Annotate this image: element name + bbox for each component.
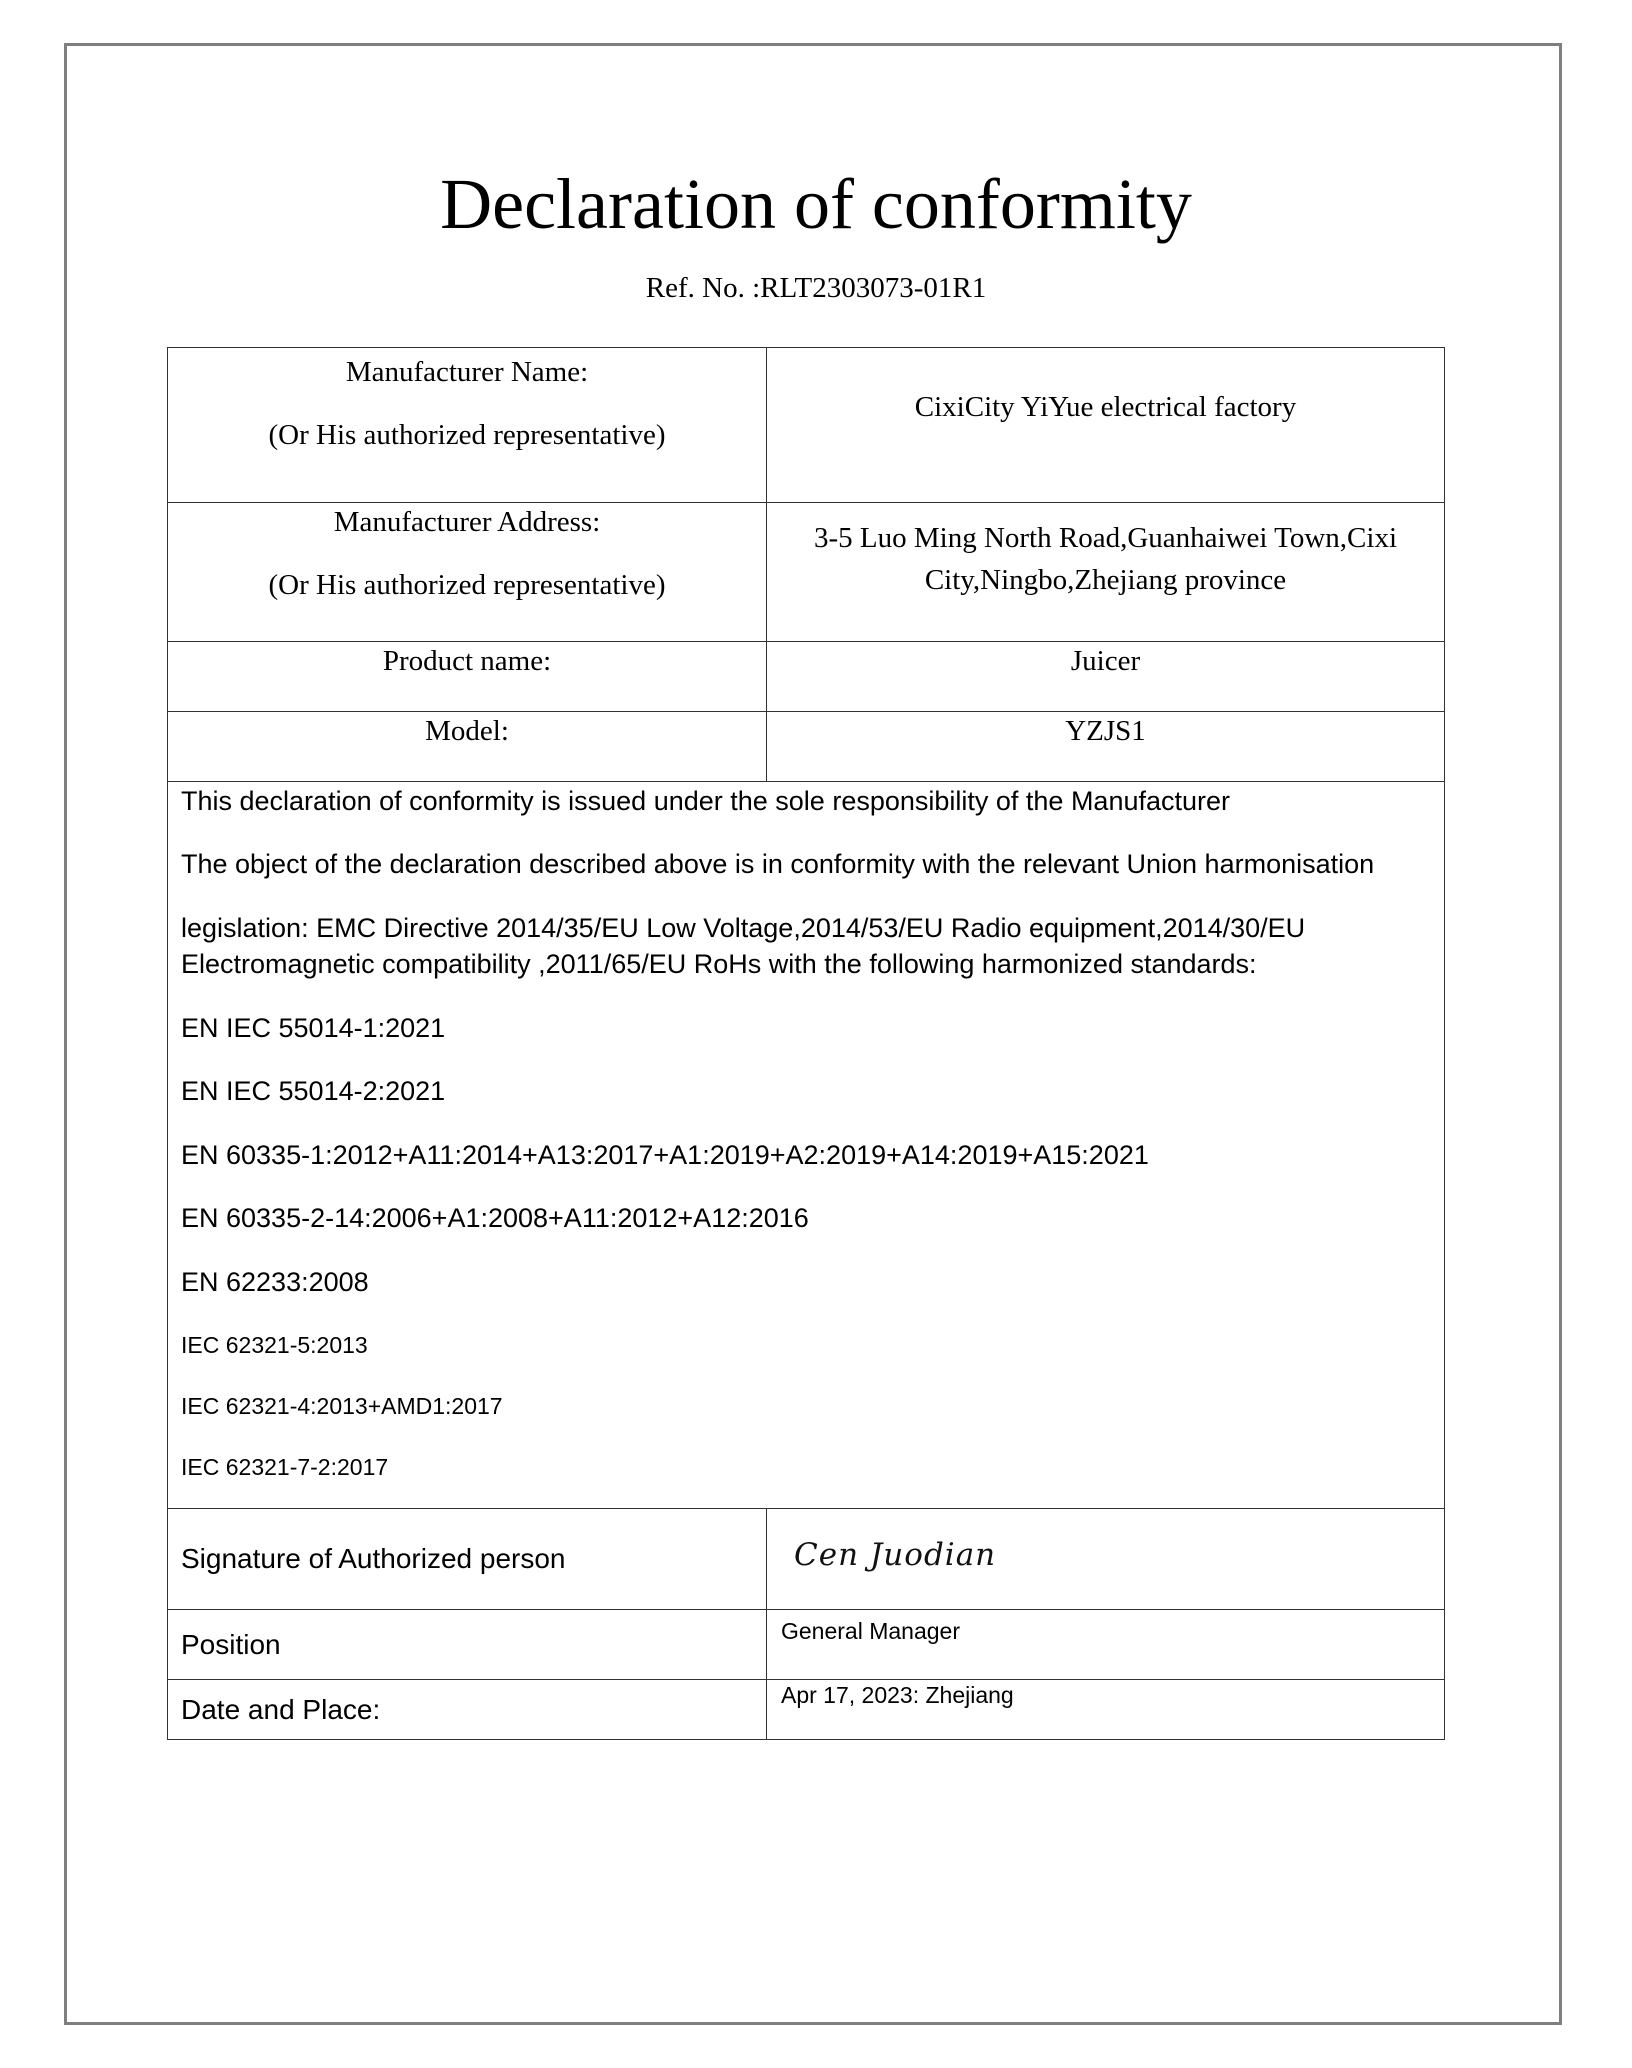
manufacturer-name-label: Manufacturer Name: [345,356,589,388]
model-value-cell [767,712,1445,782]
date-place-label: Date and Place: [181,1693,381,1725]
standard-item: EN 62233:2008 [181,1266,369,1297]
manufacturer-address-sublabel: (Or His authorized representative) [268,569,666,601]
table-row-manufacturer-name [168,348,1445,503]
standard-item: EN 60335-2-14:2006+A1:2008+A11:2012+A12:2016 [181,1203,809,1234]
document-title: Declaration of conformity [440,164,1192,244]
position-label: Position [181,1628,281,1660]
date-place-value-cell [767,1680,1445,1740]
standard-item: EN IEC 55014-2:2021 [181,1076,446,1107]
model-label: Model: [425,715,509,747]
legislation-statement: legislation: EMC Directive 2014/35/EU Low Voltage,2014/53/EU Radio equipment,2014/30/EU Electromagnetic compatibility ,2011/65/EU RoHs with the following harmonized standards: [181,912,1306,980]
standard-item: IEC 62321-7-2:2017 [181,1454,389,1481]
manufacturer-name-label-cell [168,348,767,503]
manufacturer-name-value: CixiCity YiYue electrical factory [914,391,1297,423]
manufacturer-address-label: Manufacturer Address: [333,506,601,538]
declaration-body [168,782,1445,1509]
position-value: General Manager [781,1618,960,1644]
object-statement: The object of the declaration described above is in conformity with the relevant Union harmonisation [181,849,1375,880]
manufacturer-name-value-cell [767,348,1445,503]
manufacturer-address-value: 3-5 Luo Ming North Road,Guanhaiwei Town,Cixi City,Ningbo,Zhejiang province [813,522,1398,597]
table-row-product-name [168,642,1445,712]
responsibility-statement: This declaration of conformity is issued under the sole responsibility of the Manufacturer [181,786,1231,816]
signature-label-cell [168,1509,767,1610]
position-value-cell [767,1610,1445,1680]
table-row-declaration [168,782,1445,1509]
handwritten-signature: Cen Juodian [794,1537,997,1573]
standard-item: IEC 62321-5:2013 [181,1331,368,1358]
table-row-date-place [168,1680,1445,1740]
table-row-signature [168,1509,1445,1610]
product-name-value-cell [767,642,1445,712]
signature-value-cell [767,1509,1445,1610]
table-row-position [168,1610,1445,1680]
model-label-cell [168,712,767,782]
table-row-model [168,712,1445,782]
declaration-table [167,347,1445,1740]
manufacturer-address-value-cell [767,503,1445,642]
standard-item: IEC 62321-4:2013+AMD1:2017 [181,1392,503,1419]
standard-item: EN 60335-1:2012+A11:2014+A13:2017+A1:2019+A2:2019+A14:2019+A15:2021 [181,1139,1149,1170]
reference-number: Ref. No. :RLT2303073-01R1 [645,272,987,304]
manufacturer-name-sublabel: (Or His authorized representative) [268,419,666,451]
manufacturer-address-label-cell [168,503,767,642]
table-row-manufacturer-address [168,503,1445,642]
date-place-value: Apr 17, 2023: Zhejiang [781,1682,1014,1708]
date-place-label-cell [168,1680,767,1740]
signature-label: Signature of Authorized person [181,1543,566,1574]
standard-item: EN IEC 55014-1:2021 [181,1012,446,1043]
model-value: YZJS1 [1065,715,1146,747]
product-name-label: Product name: [382,645,552,677]
product-name-label-cell [168,642,767,712]
position-label-cell [168,1610,767,1680]
product-name-value: Juicer [1070,645,1141,677]
